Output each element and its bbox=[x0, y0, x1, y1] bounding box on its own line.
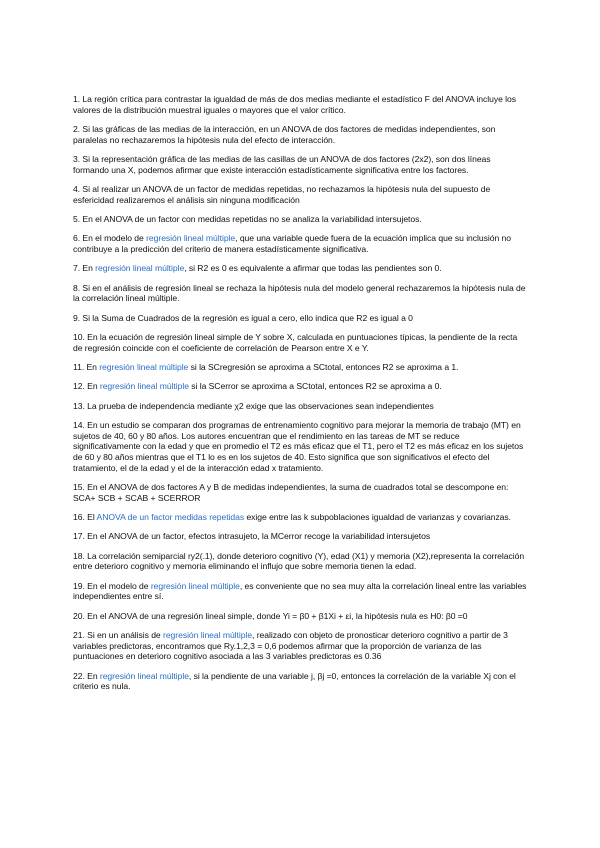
question-9: 9. Si la Suma de Cuadrados de la regresión es igual a cero, ello indica que R2 es igual a 0 bbox=[73, 312, 413, 323]
link-regresion-lineal-multiple[interactable]: regresión lineal múltiple bbox=[150, 580, 240, 591]
question-11: 11. En regresión lineal múltiple si la SCregresión se aproxima a SCtotal, entonces R2 se aproxima a 1. bbox=[73, 362, 459, 373]
link-regresion-lineal-multiple[interactable]: regresión lineal múltiple bbox=[99, 670, 189, 681]
question-1: 1. La región crítica para contrastar la igualdad de más de dos medias mediante el estadístico F del ANOVA incluye los valores de la distribución muestral iguales o mayores que el valor crítico. bbox=[73, 94, 517, 115]
question-17: 17. En el ANOVA de un factor, efectos intrasujeto, la MCerror recoge la variabilidad intersujetos bbox=[73, 531, 431, 542]
question-21: 21. Si en un análisis de regresión lineal múltiple, realizado con objeto de pronosticar deterioro cognitivo a partir de 3 variables predictoras, encontramos que Ry.1,2,3 = 0,6 podemos afirmar que la proporción de varianza de las puntuaciones en deterioro cognitivo asociada a las 3 variables predictoras es 0.36 bbox=[73, 630, 508, 662]
link-regresion-lineal-multiple[interactable]: regresión lineal múltiple bbox=[99, 381, 189, 392]
question-13: 13. La prueba de independencia mediante χ2 exige que las observaciones sean independientes bbox=[73, 400, 434, 411]
question-14: 14. En un estudio se comparan dos programas de entrenamiento cognitivo para mejorar la memoria de trabajo (MT) en sujetos de 40, 60 y 80 años. Los autores encuentran que el rendimiento en las tareas de MT se reduce significativamente con la edad y que en promedio el T2 es más eficaz que el T1, pero el T2 es más eficaz en los sujetos de 60 y 80 años mientras que el T1 lo es en los sujetos de 40. Esto significa que son significativos el efecto del tratamiento, el de la edad y el de la interacción edad x tratamiento. bbox=[73, 420, 524, 473]
question-8: 8. Si en el análisis de regresión lineal se rechaza la hipótesis nula del modelo general rechazaremos la hipótesis nula de la correlación lineal múltiple. bbox=[73, 282, 526, 304]
question-12: 12. En regresión lineal múltiple si la SCerror se aproxima a SCtotal, entonces R2 se aproxima a 0. bbox=[73, 381, 442, 392]
link-anova-un-factor-medidas-repetidas[interactable]: ANOVA de un factor medidas repetidas bbox=[96, 511, 245, 522]
question-16: 16. El ANOVA de un factor medidas repetidas exige entre las k subpoblaciones igualdad de varianzas y covarianzas. bbox=[73, 511, 511, 522]
link-regresion-lineal-multiple[interactable]: regresión lineal múltiple bbox=[95, 263, 185, 274]
question-2: 2. Si las gráficas de las medias de la interacción, en un ANOVA de dos factores de medidas independientes, son paralelas no rechazaremos la hipótesis nula del efecto de interacción. bbox=[73, 123, 496, 145]
document-page bbox=[73, 94, 528, 701]
question-19: 19. En el modelo de regresión lineal múltiple, es conveniente que no sea muy alta la correlación lineal entre las variables independientes entre sí. bbox=[73, 580, 527, 602]
question-3: 3. Si la representación gráfica de las medias de las casillas de un ANOVA de dos factores (2x2), son dos líneas formando una X, podemos afirmar que existe interacción estadísticamente significativa entre los factores. bbox=[73, 153, 491, 175]
question-6: 6. En el modelo de regresión lineal múltiple, que una variable quede fuera de la ecuación implica que su inclusión no contribuye a la predicción del criterio de manera estadísticamente significativa. bbox=[73, 233, 511, 254]
link-regresion-lineal-multiple[interactable]: regresión lineal múltiple bbox=[163, 630, 253, 641]
question-10: 10. En la ecuación de regresión lineal simple de Y sobre X, calculada en puntuaciones típicas, la pendiente de la recta de regresión coincide con el coeficiente de correlación de Pearson entre X e Y. bbox=[73, 332, 518, 353]
question-22: 22. En regresión lineal múltiple, si la pendiente de una variable j, βj =0, entonces la correlación de la variable Xj con el criterio es nula. bbox=[73, 670, 516, 692]
question-15: 15. En el ANOVA de dos factores A y B de medidas independientes, la suma de cuadrados total se descompone en: SCA+ SCB + SCAB + SCERROR bbox=[73, 482, 509, 503]
question-7: 7. En regresión lineal múltiple, si R2 es 0 es equivalente a afirmar que todas las pendientes son 0. bbox=[73, 263, 442, 274]
question-5: 5. En el ANOVA de un factor con medidas repetidas no se analiza la variabilidad intersujetos. bbox=[73, 213, 422, 224]
question-4: 4. Si al realizar un ANOVA de un factor de medidas repetidas, no rechazamos la hipótesis nula del supuesto de esfericidad realizaremos el análisis sin ninguna modificación bbox=[73, 183, 491, 205]
link-regresion-lineal-multiple[interactable]: regresión lineal múltiple bbox=[99, 362, 189, 373]
link-regresion-lineal-multiple[interactable]: regresión lineal múltiple bbox=[146, 233, 236, 244]
question-18: 18. La correlación semiparcial ry2(.1), donde deterioro cognitivo (Y), edad (X1) y memoria (X2),representa la correlación entre deterioro cognitivo y memoria eliminando el influjo que sobre memoria tienen la edad. bbox=[73, 550, 525, 572]
question-20: 20. En el ANOVA de una regresión lineal simple, donde Yi = β0 + β1Xi + εi, la hipótesis nula es H0: β0 =0 bbox=[73, 610, 468, 621]
